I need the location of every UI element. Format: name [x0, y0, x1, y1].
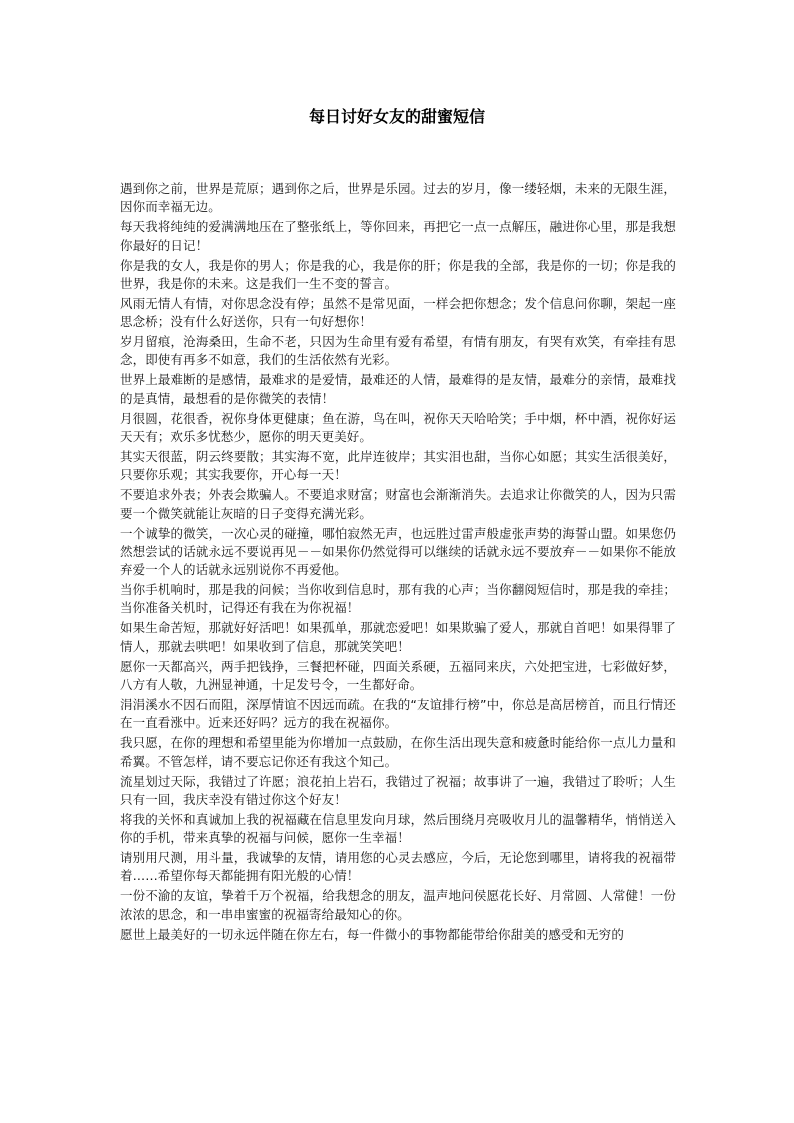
paragraph: 一份不渝的友谊，挚着千万个祝福，给我想念的朋友，温声地问侯愿花长好、月常圆、人常健！一份浓浓的思念，和一串串蜜蜜的祝福寄给最知心的你。: [120, 888, 676, 922]
document-title: 每日讨好女友的甜蜜短信: [308, 107, 485, 126]
paragraph: 涓涓溪水不因石而阻，深厚情谊不因远而疏。在我的“友谊排行榜”中，你总是高居榜首，而且行情还在一直看涨中。近来还好吗？远方的我在祝福你。: [120, 696, 676, 731]
paragraph: 月很圆，花很香，祝你身体更健康；鱼在游，鸟在叫，祝你天天哈哈笑；手中烟，杯中酒，祝你好运天天有；欢乐多忧愁少，愿你的明天更美好。: [120, 410, 676, 444]
paragraph: 世界上最难断的是感情，最难求的是爱情，最难还的人情，最难得的是友情，最难分的亲情，最难找的是真情，最想看的是你微笑的表情！: [120, 372, 676, 406]
document-body: [120, 180, 676, 946]
paragraph: 当你手机响时，那是我的问候；当你收到信息时，那有我的心声；当你翻阅短信时，那是我的牵挂；当你准备关机时，记得还有我在为你祝福！: [120, 582, 676, 616]
paragraph: 请别用尺测，用斗量，我诚挚的友情，请用您的心灵去感应，今后，无论您到哪里，请将我的祝福带着……希望你每天都能拥有阳光般的心情！: [120, 850, 676, 884]
paragraph: 每天我将纯纯的爱满满地压在了整张纸上，等你回来，再把它一点一点解压，融进你心里，那是我想你最好的日记！: [120, 219, 676, 253]
paragraph: 愿世上最美好的一切永远伴随在你左右，每一件微小的事物都能带给你甜美的感受和无穷的: [120, 926, 625, 942]
paragraph: 其实天很蓝，阴云终要散；其实海不宽，此岸连彼岸；其实泪也甜，当你心如愿；其实生活很美好，只要你乐观；其实我要你，开心每一天！: [120, 448, 676, 483]
paragraph: 风雨无情人有情，对你思念没有停；虽然不是常见面，一样会把你想念；发个信息问你聊，架起一座思念桥；没有什么好送你，只有一句好想你！: [120, 295, 676, 330]
paragraph: 流星划过天际，我错过了许愿；浪花拍上岩石，我错过了祝福；故事讲了一遍，我错过了聆听；人生只有一回，我庆幸没有错过你这个好友！: [120, 773, 676, 807]
paragraph: 你是我的女人，我是你的男人；你是我的心，我是你的肝；你是我的全部，我是你的一切；你是我的世界，我是你的未来。这是我们一生不变的誓言。: [120, 257, 676, 291]
paragraph: 岁月留痕，沧海桑田，生命不老，只因为生命里有爱有希望，有情有朋友，有哭有欢笑，有牵挂有思念，即使有再多不如意，我们的生活依然有光彩。: [120, 334, 676, 368]
paragraph: 我只愿，在你的理想和希望里能为你增加一点鼓励，在你生活出现失意和疲惫时能给你一点儿力量和希翼。不管怎样，请不要忘记你还有我这个知己。: [120, 735, 676, 769]
paragraph: 一个诚挚的微笑，一次心灵的碰撞，哪怕寂然无声，也远胜过雷声般虚张声势的海誓山盟。如果您仍然想尝试的话就永远不要说再见－－如果你仍然觉得可以继续的话就永远不要放弃－－如果你不能放弃爱一个人的话就永远别说你不再爱他。: [120, 525, 676, 578]
paragraph: 将我的关怀和真诚加上我的祝福藏在信息里发向月球，然后围绕月亮吸收月儿的温馨精华，悄悄送入你的手机，带来真挚的祝福与问候，愿你一生幸福！: [120, 811, 676, 846]
paragraph: 不要追求外表；外表会欺骗人。不要追求财富；财富也会渐渐消失。去追求让你微笑的人，因为只需要一个微笑就能让灰暗的日子变得充满光彩。: [120, 487, 676, 521]
paragraph: 如果生命苦短，那就好好活吧！如果孤单，那就恋爱吧！如果欺骗了爱人，那就自首吧！如果得罪了情人，那就去哄吧！如果收到了信息，那就笑笑吧！: [120, 620, 676, 654]
paragraph: 愿你一天都高兴，两手把钱挣，三餐把杯碰，四面关系硬，五福同来庆，六处把宝进，七彩做好梦，八方有人敬，九洲显神通，十足发号令，一生都好命。: [120, 658, 676, 692]
paragraph: 遇到你之前，世界是荒原；遇到你之后，世界是乐园。过去的岁月，像一缕轻烟，未来的无限生涯，因你而幸福无边。: [120, 181, 676, 215]
